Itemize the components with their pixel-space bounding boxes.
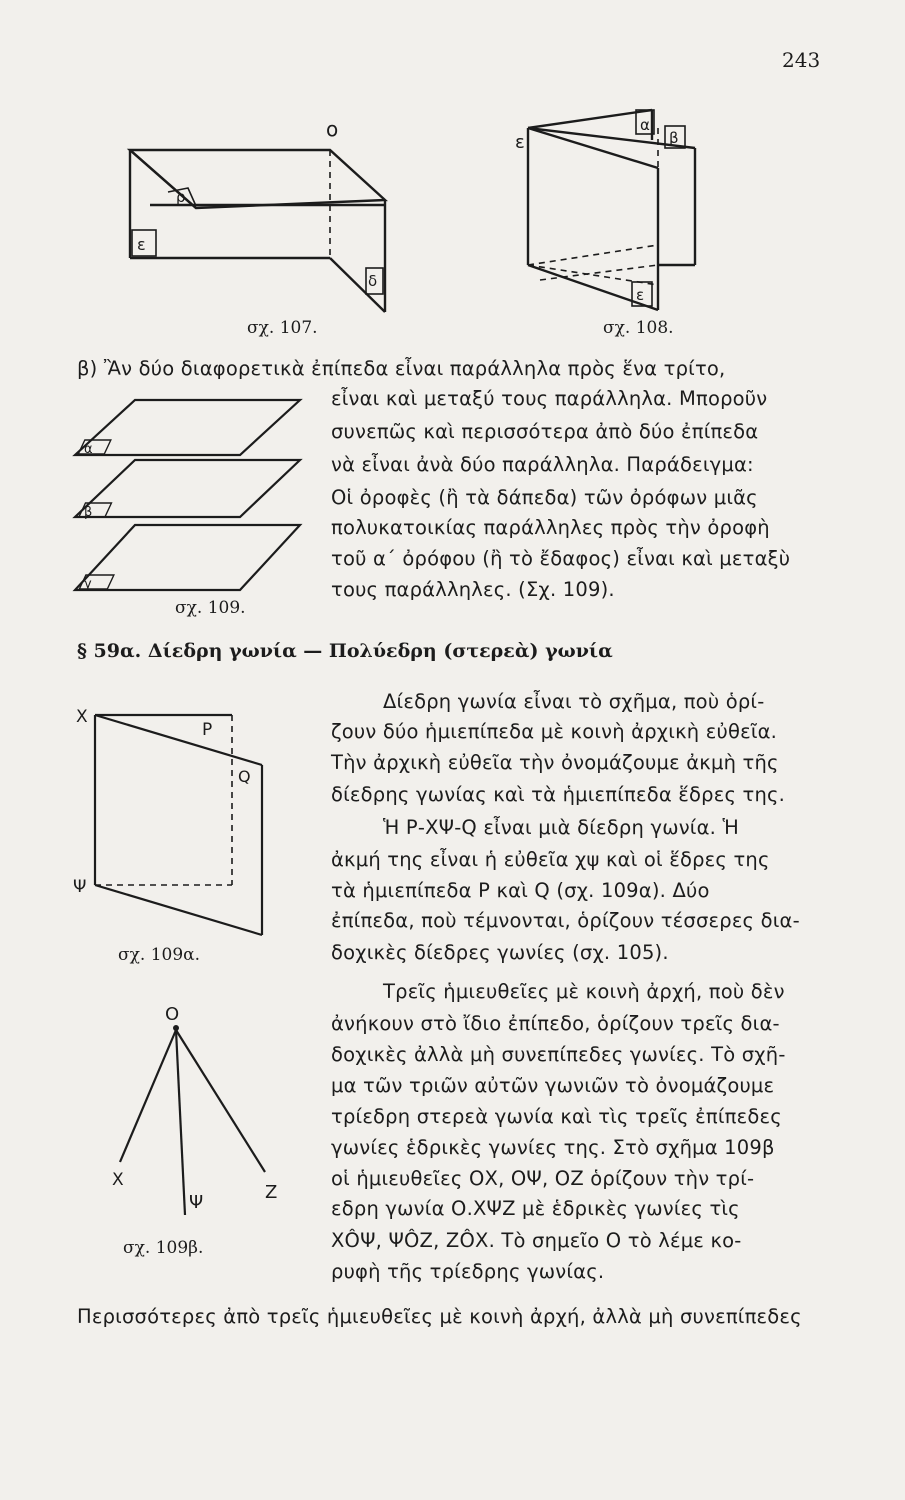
para-example-line-3: τὰ ἡμιεπίπεδα Ρ καὶ Q (σχ. 109α). Δύο (331, 879, 710, 902)
para-trihedral-line-10: ρυφὴ τῆς τρίεδρης γωνίας. (331, 1260, 605, 1283)
para-b-line-5: Οἱ ὀροφὲς (ἢ τὰ δάπεδα) τῶν ὀρόφων μιᾶς (331, 486, 758, 509)
para-b-line-2: εἶναι καὶ μεταξύ τους παράλληλα. Μποροῦν (331, 387, 768, 410)
para-trihedral-line-9: ΧÔΨ, ΨÔΖ, ΖÔΧ. Τὸ σημεῖο Ο τὸ λέμε κο- (331, 1229, 742, 1252)
fig109-caption: σχ. 109. (175, 598, 246, 618)
fig108-label-left: ε (636, 286, 645, 304)
para-trihedral-line-5: τρίεδρη στερεὰ γωνία καὶ τὶς τρεῖς ἐπίπεδες (331, 1105, 782, 1128)
para-b-line-1: β) Ἂν δύο διαφορετικὰ ἐπίπεδα εἶναι παράλληλα πρὸς ἕνα τρίτο, (77, 357, 726, 380)
page-number: 243 (782, 48, 821, 72)
para-example-line-4: ἐπίπεδα, ποὺ τέμνονται, ὁρίζουν τέσσερες δια- (331, 909, 800, 932)
fig109b-caption: σχ. 109β. (123, 1238, 204, 1258)
para-dihedral-line-1: Δίεδρη γωνία εἶναι τὸ σχῆμα, ποὺ ὁρί- (383, 690, 765, 713)
para-dihedral-line-2: ζουν δύο ἡμιεπίπεδα μὲ κοινὴ ἀρχικὴ εὐθεῖα. (331, 720, 778, 743)
fig107-caption: σχ. 107. (247, 318, 318, 338)
para-b-line-7: τοῦ α΄ ὀρόφου (ἢ τὸ ἔδαφος) εἶναι καὶ μεταξὺ (331, 547, 791, 570)
para-b-line-8: τους παράλληλες. (Σχ. 109). (331, 578, 615, 601)
fig109a-label-psi: Ψ (73, 877, 87, 897)
fig108-caption: σχ. 108. (603, 318, 674, 338)
fig107-label-top: ο (326, 117, 339, 141)
fig109b-label-z: Ζ (265, 1182, 278, 1203)
fig108-label-right: β (669, 129, 679, 147)
para-b-line-4: νὰ εἶναι ἀνὰ δύο παράλληλα. Παράδειγμα: (331, 453, 754, 476)
para-trihedral-line-6: γωνίες ἑδρικὲς γωνίες της. Στὸ σχῆμα 109β (331, 1136, 775, 1159)
fig108-label-mid: α (640, 116, 650, 134)
para-trihedral-line-1: Τρεῖς ἡμιευθεῖες μὲ κοινὴ ἀρχή, ποὺ δὲν (383, 980, 785, 1003)
para-example-line-2: ἀκμή της εἶναι ἡ εὐθεῖα χψ καὶ οἱ ἕδρες της (331, 848, 770, 871)
fig109-label-mid: β (84, 505, 93, 520)
fig109a-label-x: Χ (76, 707, 88, 727)
fig109a-caption: σχ. 109α. (118, 945, 201, 965)
fig109a-label-p: Ρ (202, 720, 213, 740)
fig107-label-mid: ρ (176, 188, 186, 206)
para-b-line-3: συνεπῶς καὶ περισσότερα ἀπὸ δύο ἐπίπεδα (331, 420, 759, 443)
fig109b-label-o: Ο (165, 1004, 180, 1025)
para-example-line-1: Ἡ Ρ-ΧΨ-Q εἶναι μιὰ δίεδρη γωνία. Ἡ (383, 816, 739, 839)
fig109b-label-psi: Ψ (189, 1192, 204, 1213)
fig109-label-bottom: γ (84, 577, 92, 592)
section-heading: § 59α. Δίεδρη γωνία — Πολύεδρη (στερεὰ) γωνία (77, 640, 613, 662)
para-trihedral-line-7: οἱ ἡμιευθεῖες ΟΧ, ΟΨ, ΟΖ ὁρίζουν τὴν τρί- (331, 1167, 755, 1190)
para-trihedral-line-4: μα τῶν τριῶν αὐτῶν γωνιῶν τὸ ὀνομάζουμε (331, 1074, 775, 1097)
para-trihedral-line-3: δοχικὲς ἀλλὰ μὴ συνεπίπεδες γωνίες. Τὸ σχῆ- (331, 1043, 786, 1066)
para-dihedral-line-4: δίεδρης γωνίας καὶ τὰ ἡμιεπίπεδα ἕδρες της. (331, 783, 786, 806)
fig108-label-top: ε (515, 132, 525, 153)
fig109b-label-x: Χ (112, 1170, 124, 1190)
para-dihedral-line-3: Τὴν ἀρχικὴ εὐθεῖα τὴν ὀνομάζουμε ἀκμὴ τῆς (331, 751, 779, 774)
para-last: Περισσότερες ἀπὸ τρεῖς ἡμιευθεῖες μὲ κοινὴ ἀρχή, ἀλλὰ μὴ συνεπίπεδες (77, 1305, 802, 1328)
para-example-line-5: δοχικὲς δίεδρες γωνίες (σχ. 105). (331, 941, 669, 964)
fig107-label-left: ε (137, 235, 146, 254)
para-trihedral-line-8: εδρη γωνία Ο.ΧΨΖ μὲ ἑδρικὲς γωνίες τὶς (331, 1197, 740, 1220)
para-trihedral-line-2: ἀνήκουν στὸ ἴδιο ἐπίπεδο, ὁρίζουν τρεῖς δια- (331, 1012, 780, 1035)
fig107-label-right: δ (368, 272, 378, 290)
para-b-line-6: πολυκατοικίας παράλληλες πρὸς τὴν ὀροφὴ (331, 516, 770, 539)
fig109-label-top: α (84, 442, 93, 457)
fig109a-label-q: Q (238, 767, 251, 786)
